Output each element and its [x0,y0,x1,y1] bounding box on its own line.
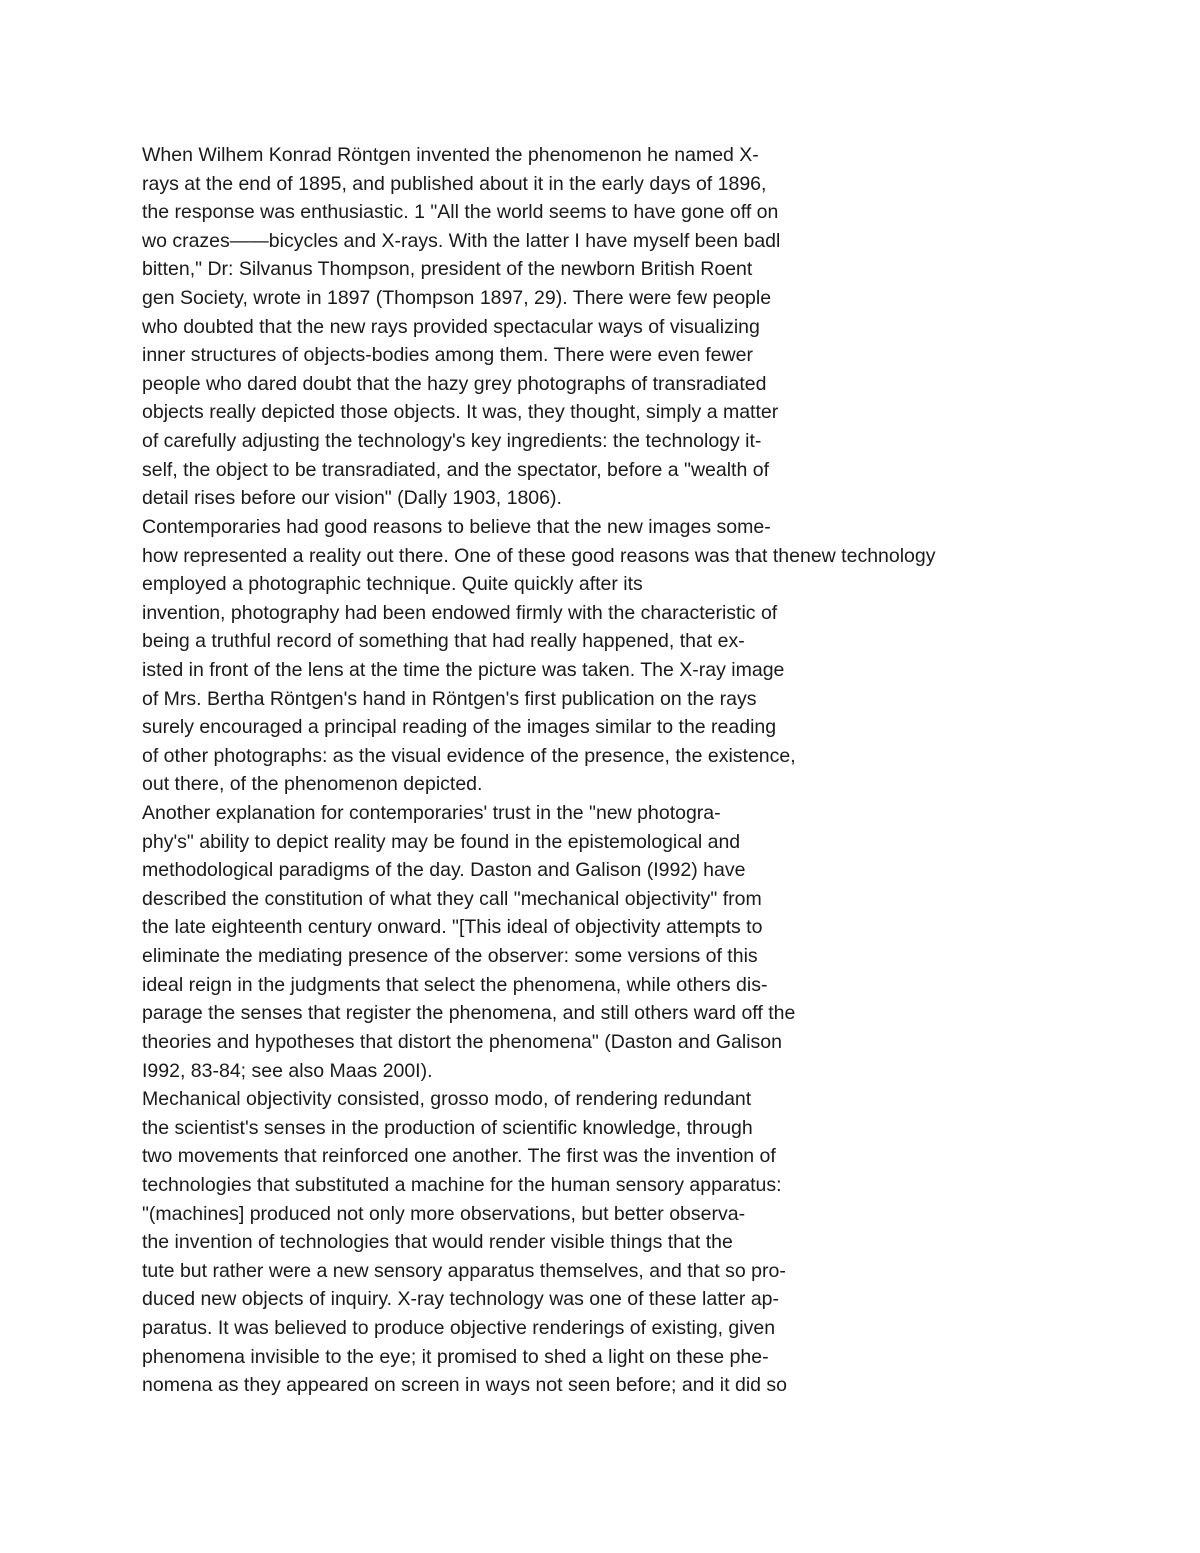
text-line: phy's" ability to depict reality may be found in the epistemological and [142,830,741,853]
text-line: of other photographs: as the visual evidence of the presence, the existence, [142,744,796,767]
text-line: of Mrs. Bertha Röntgen's hand in Röntgen's first publication on the rays [142,687,757,710]
text-line: duced new objects of inquiry. X-ray technology was one of these latter ap- [142,1288,779,1311]
text-line: out there, of the phenomenon depicted. [142,773,483,796]
text-line: how represented a reality out there. One of these good reasons was that thenew technology [142,544,936,567]
text-line: wo crazes——bicycles and X-rays. With the latter I have myself been badl [142,229,781,252]
text-line: inner structures of objects-bodies among them. There were even fewer [142,344,753,367]
text-line: bitten," Dr: Silvanus Thompson, president of the newborn British Roent [142,258,753,281]
text-line: nomena as they appeared on screen in ways not seen before; and it did so [142,1374,788,1397]
text-line: of carefully adjusting the technology's key ingredients: the technology it- [142,430,762,453]
text-line: two movements that reinforced one another. The first was the invention of [142,1145,776,1168]
text-line: phenomena invisible to the eye; it promised to shed a light on these phe- [142,1345,769,1368]
text-line: being a truthful record of something that had really happened, that ex- [142,630,745,653]
text-line: When Wilhem Konrad Röntgen invented the phenomenon he named X- [142,144,759,166]
text-line: detail rises before our vision" (Dally 1903, 1806). [142,487,562,510]
text-line: employed a photographic technique. Quite quickly after its [142,573,643,596]
text-line: the response was enthusiastic. 1 "All the world seems to have gone off on [142,201,779,224]
text-line: technologies that substituted a machine for the human sensory apparatus: [142,1173,782,1196]
text-line: theories and hypotheses that distort the phenomena" (Daston and Galison [142,1030,782,1053]
text-line: tute but rather were a new sensory apparatus themselves, and that so pro- [142,1259,786,1282]
text-line: I992, 83-84; see also Maas 200I). [142,1059,433,1082]
text-line: the late eighteenth century onward. "[This ideal of objectivity attempts to [142,916,763,939]
text-line: Another explanation for contemporaries' trust in the "new photogra- [142,802,721,825]
text-line: surely encouraged a principal reading of the images similar to the reading [142,716,777,739]
text-line: people who dared doubt that the hazy grey photographs of transradiated [142,372,767,395]
text-line: the scientist's senses in the production of scientific knowledge, through [142,1116,753,1139]
text-line: methodological paradigms of the day. Daston and Galison (I992) have [142,859,746,882]
text-line: rays at the end of 1895, and published about it in the early days of 1896, [142,172,767,195]
text-line: described the constitution of what they call "mechanical objectivity" from [142,887,762,910]
text-line: invention, photography had been endowed firmly with the characteristic of [142,601,778,624]
text-line: Mechanical objectivity consisted, grosso modo, of rendering redundant [142,1088,752,1111]
text-line: who doubted that the new rays provided spectacular ways of visualizing [142,315,760,338]
text-line: ideal reign in the judgments that select the phenomena, while others dis- [142,973,768,996]
text-line: the invention of technologies that would render visible things that the [142,1231,733,1254]
text-line: gen Society, wrote in 1897 (Thompson 1897, 29). There were few people [142,287,772,310]
body-text [142,141,1182,1400]
text-line: paratus. It was believed to produce objective renderings of existing, given [142,1316,776,1339]
text-line: parage the senses that register the phenomena, and still others ward off the [142,1002,796,1025]
text-line: "(machines] produced not only more observations, but better observa- [142,1202,746,1225]
text-line: Contemporaries had good reasons to believe that the new images some- [142,515,771,538]
text-line: objects really depicted those objects. It was, they thought, simply a matter [142,401,779,424]
text-line: self, the object to be transradiated, and the spectator, before a "wealth of [142,458,769,481]
text-line: isted in front of the lens at the time the picture was taken. The X-ray image [142,658,785,681]
text-line: eliminate the mediating presence of the observer: some versions of this [142,945,758,968]
